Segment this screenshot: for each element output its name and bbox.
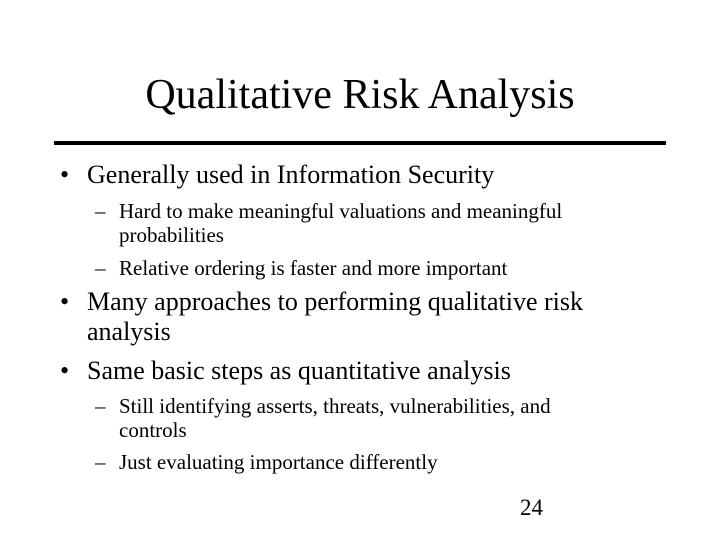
sub-bullet-item <box>95 394 551 442</box>
dash-marker: – <box>95 199 106 223</box>
bullet-marker: • <box>60 160 70 189</box>
dash-marker: – <box>95 450 106 474</box>
bullet-item <box>60 356 511 386</box>
sub-bullet-item <box>95 199 563 247</box>
sub-bullet-text-line: Hard to make meaningful valuations and meaningful <box>119 199 563 223</box>
bullet-text-line: Many approaches to performing qualitative risk <box>87 287 584 316</box>
bullet-text: Same basic steps as quantitative analysis <box>87 356 511 385</box>
bullet-marker: • <box>60 356 70 385</box>
sub-bullet-text-line: Relative ordering is faster and more important <box>119 256 508 280</box>
sub-bullet-item <box>95 256 508 280</box>
title-divider <box>54 141 666 145</box>
sub-bullet-text-line: controls <box>119 418 187 442</box>
page-number: 24 <box>520 495 543 520</box>
bullet-text: Generally used in Information Security <box>87 160 495 189</box>
bullet-item <box>60 287 584 347</box>
dash-marker: – <box>95 256 106 280</box>
bullet-item <box>60 160 495 190</box>
sub-bullet-text-line: Just evaluating importance differently <box>119 450 438 474</box>
sub-bullet-item <box>95 450 438 474</box>
dash-marker: – <box>95 394 106 418</box>
bullet-marker: • <box>60 287 70 316</box>
sub-bullet-text-line: Still identifying asserts, threats, vulnerabilities, and <box>119 394 551 418</box>
sub-bullet-text-line: probabilities <box>119 223 224 247</box>
bullet-text-line: analysis <box>87 317 171 346</box>
slide-title: Qualitative Risk Analysis <box>145 72 575 118</box>
